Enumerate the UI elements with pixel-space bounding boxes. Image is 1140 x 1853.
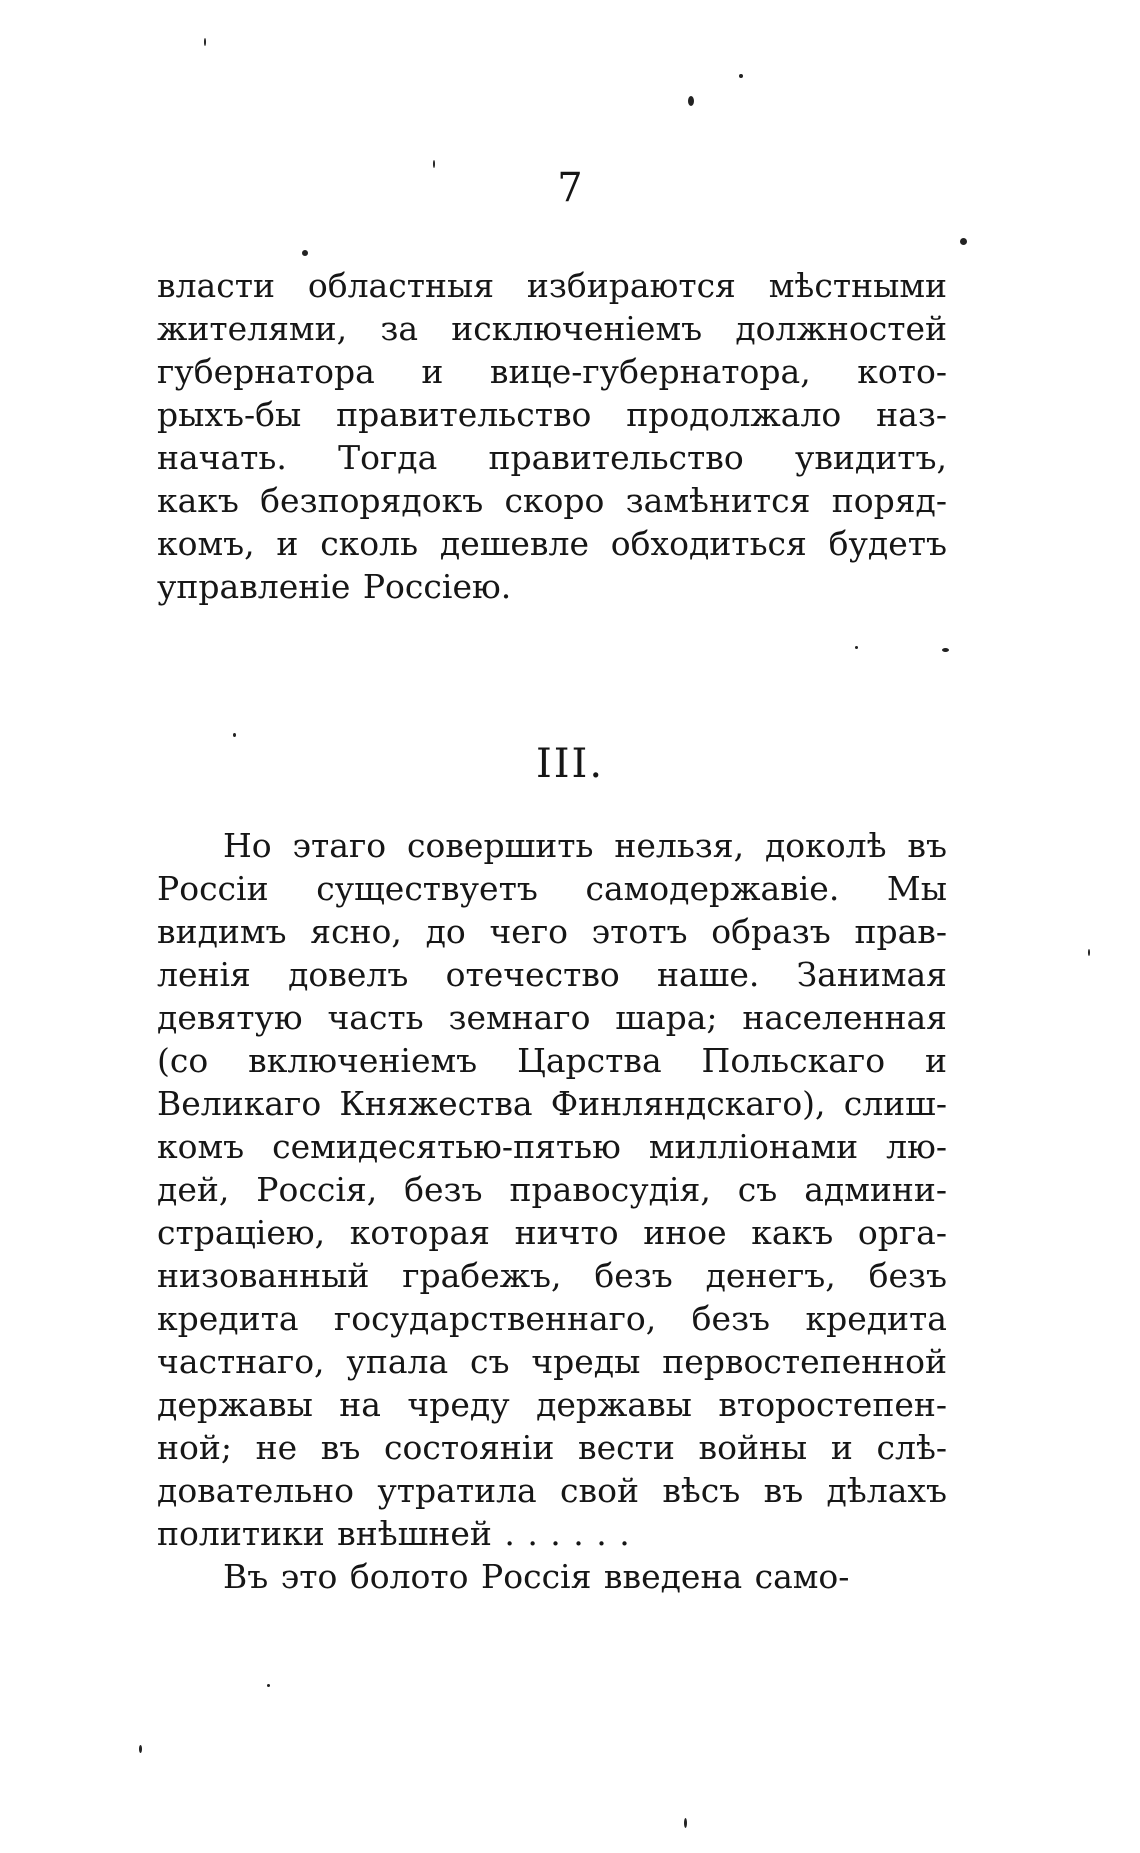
- text-line: Въ это болото Россія введена само-: [223, 1557, 850, 1596]
- text-line: комъ семидесятью-пятью милліонами лю-: [157, 1127, 947, 1166]
- text-line: кредита государственнаго, безъ кредита: [157, 1299, 947, 1338]
- scan-speck: [942, 648, 949, 652]
- text-line: низованный грабежъ, безъ денегъ, безъ: [157, 1256, 947, 1295]
- scan-speck: [684, 1818, 687, 1828]
- text-line: (со включеніемъ Царства Польскаго и: [157, 1041, 947, 1080]
- text-line: видимъ ясно, до чего этотъ образъ прав-: [157, 912, 947, 951]
- text-line: дей, Россія, безъ правосудія, съ админи-: [157, 1170, 947, 1209]
- text-line: управленіе Россіею.: [157, 567, 512, 606]
- scan-speck: [960, 238, 967, 245]
- scan-speck: [1088, 949, 1090, 956]
- text-line: страціею, которая ничто иное какъ орга-: [157, 1213, 947, 1252]
- text-line: Великаго Княжества Финляндскаго), слиш-: [157, 1084, 947, 1123]
- text-line: девятую часть земнаго шара; населенная: [157, 998, 947, 1037]
- text-line: какъ безпорядокъ скоро замѣнится поряд-: [157, 481, 947, 520]
- text-line: власти областныя избираются мѣстными: [157, 266, 947, 305]
- text-line: Россіи существуетъ самодержавіе. Мы: [157, 869, 947, 908]
- text-line: частнаго, упала съ чреды первостепенной: [157, 1342, 947, 1381]
- section-heading: III.: [535, 741, 605, 787]
- scan-speck: [139, 1745, 142, 1753]
- text-line: политики внѣшней . . . . . .: [157, 1514, 630, 1553]
- scan-speck: [433, 160, 435, 168]
- text-line: жителями, за исключеніемъ должностей: [157, 309, 947, 348]
- scan-speck: [739, 74, 743, 78]
- scan-speck: [204, 38, 206, 46]
- page-number: 7: [557, 165, 583, 211]
- text-line: ленія довелъ отечество наше. Занимая: [157, 955, 947, 994]
- main-paragraph: [157, 824, 947, 1598]
- scan-speck: [302, 250, 308, 256]
- scan-speck: [233, 733, 236, 737]
- text-line: губернатора и вице-губернатора, кото-: [157, 352, 947, 391]
- text-line: комъ, и сколь дешевле обходиться будетъ: [157, 524, 947, 563]
- text-line: довательно утратила свой вѣсъ въ дѣлахъ: [157, 1471, 947, 1510]
- text-line: рыхъ-бы правительство продолжало наз-: [157, 395, 947, 434]
- top-paragraph: [157, 264, 947, 608]
- text-line: Но этаго совершить нельзя, доколѣ въ: [223, 826, 947, 865]
- scan-speck: [855, 646, 858, 649]
- text-line: державы на чреду державы второстепен-: [157, 1385, 947, 1424]
- text-line: ной; не въ состояніи вести войны и слѣ-: [157, 1428, 947, 1467]
- text-line: начать. Тогда правительство увидитъ,: [157, 438, 947, 477]
- scan-speck: [688, 96, 694, 106]
- scan-speck: [267, 1684, 270, 1687]
